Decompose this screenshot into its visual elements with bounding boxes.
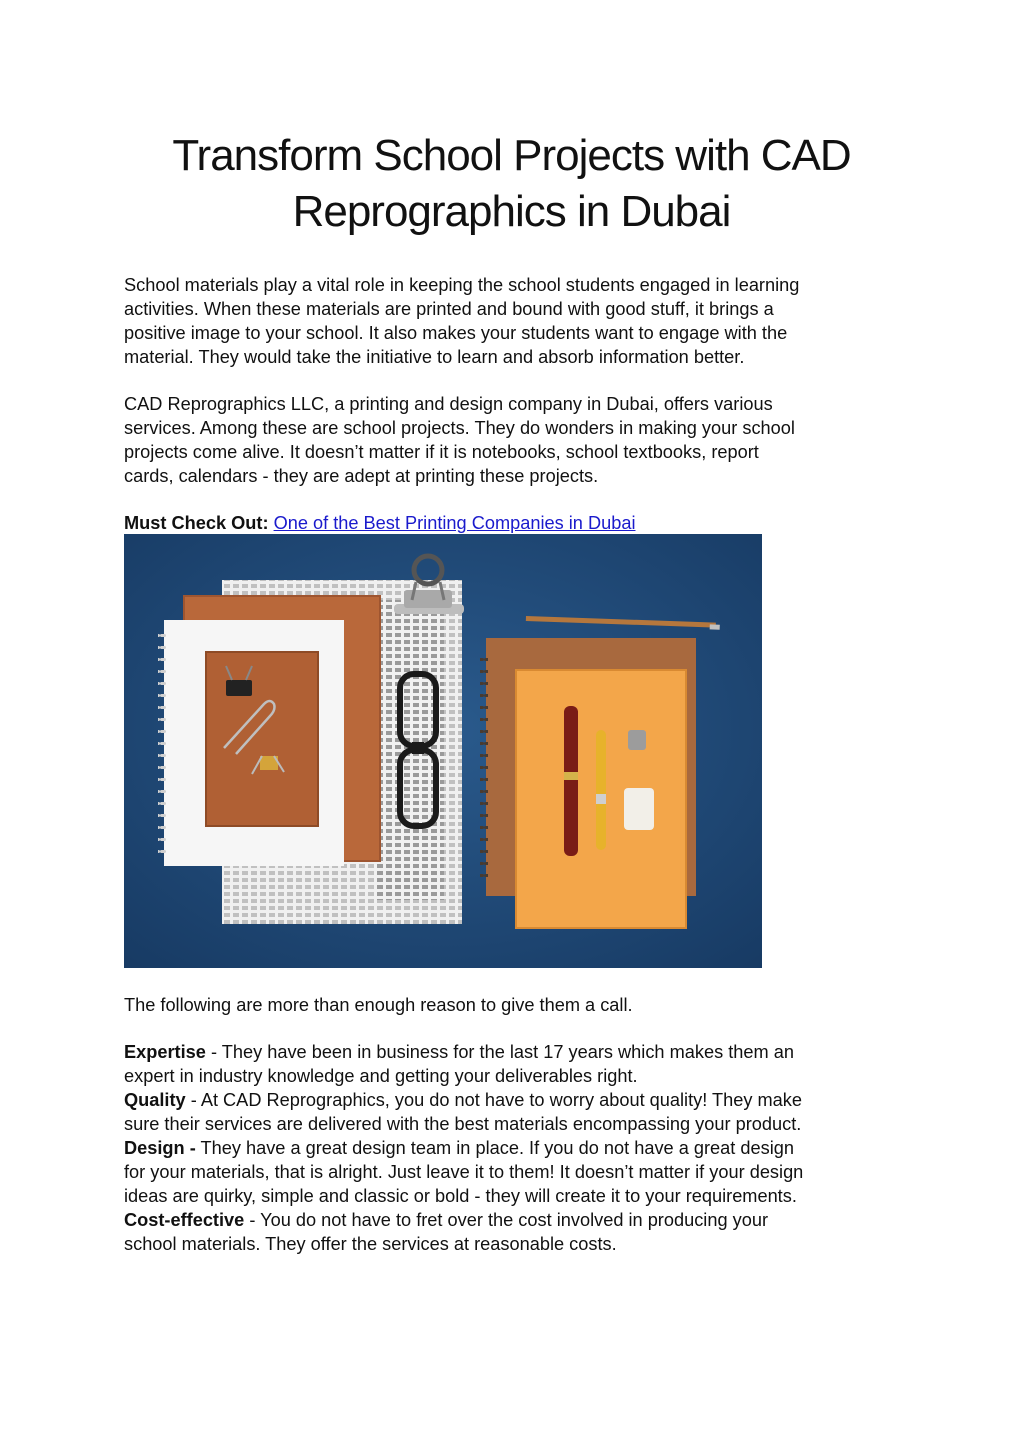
reasons-intro: The following are more than enough reason to give them a call. <box>124 995 633 1015</box>
quality-text-cont: sure their services are delivered with the best materials encompassing your product. <box>124 1114 802 1134</box>
expertise-text-cont: expert in industry knowledge and getting your deliverables right. <box>124 1066 638 1086</box>
design-text-cont: ideas are quirky, simple and classic or bold - they will create it to your requirements. <box>124 1186 797 1206</box>
company-line: projects come alive. It doesn’t matter if it is notebooks, school textbooks, report <box>124 442 759 462</box>
cost-term: Cost-effective <box>124 1210 245 1230</box>
company-paragraph <box>124 392 914 488</box>
must-check-label: Must Check Out: <box>124 513 269 533</box>
expertise-line <box>124 1040 914 1064</box>
design-term: Design - <box>124 1138 196 1158</box>
company-line: CAD Reprographics LLC, a printing and design company in Dubai, offers various <box>124 394 773 414</box>
title-line-2: Reprographics in Dubai <box>292 187 731 236</box>
intro-line: School materials play a vital role in keeping the school students engaged in learning <box>124 275 800 295</box>
expertise-text: - They have been in business for the last 17 years which makes them an <box>205 1042 794 1062</box>
intro-line: positive image to your school. It also makes your students want to engage with the <box>124 323 788 343</box>
design-text-cont: for your materials, that is alright. Just leave it to them! It doesn’t matter if your design <box>124 1162 804 1182</box>
design-text: They have a great design team in place. If you do not have a great design <box>195 1138 794 1158</box>
quality-line <box>124 1088 914 1112</box>
intro-line: material. They would take the initiative to learn and absorb information better. <box>124 347 745 367</box>
expertise-term: Expertise <box>124 1042 206 1062</box>
quality-term: Quality <box>124 1090 186 1110</box>
page-title <box>60 128 963 240</box>
cost-line <box>124 1208 914 1232</box>
reasons-list <box>124 1040 914 1256</box>
design-line <box>124 1136 914 1160</box>
cost-text: - You do not have to fret over the cost involved in producing your <box>244 1210 769 1230</box>
quality-text: - At CAD Reprographics, you do not have to worry about quality! They make <box>185 1090 802 1110</box>
intro-line: activities. When these materials are printed and bound with good stuff, it brings a <box>124 299 774 319</box>
cost-text-cont: school materials. They offer the services at reasonable costs. <box>124 1234 617 1254</box>
company-line: services. Among these are school projects. They do wonders in making your school <box>124 418 795 438</box>
school-supplies-photo <box>124 534 762 968</box>
title-line-1: Transform School Projects with CAD <box>172 131 851 180</box>
company-line: cards, calendars - they are adept at printing these projects. <box>124 466 599 486</box>
best-printing-companies-link[interactable]: One of the Best Printing Companies in Dubai <box>273 513 636 533</box>
intro-paragraph <box>124 273 914 369</box>
must-check-out <box>124 511 636 535</box>
